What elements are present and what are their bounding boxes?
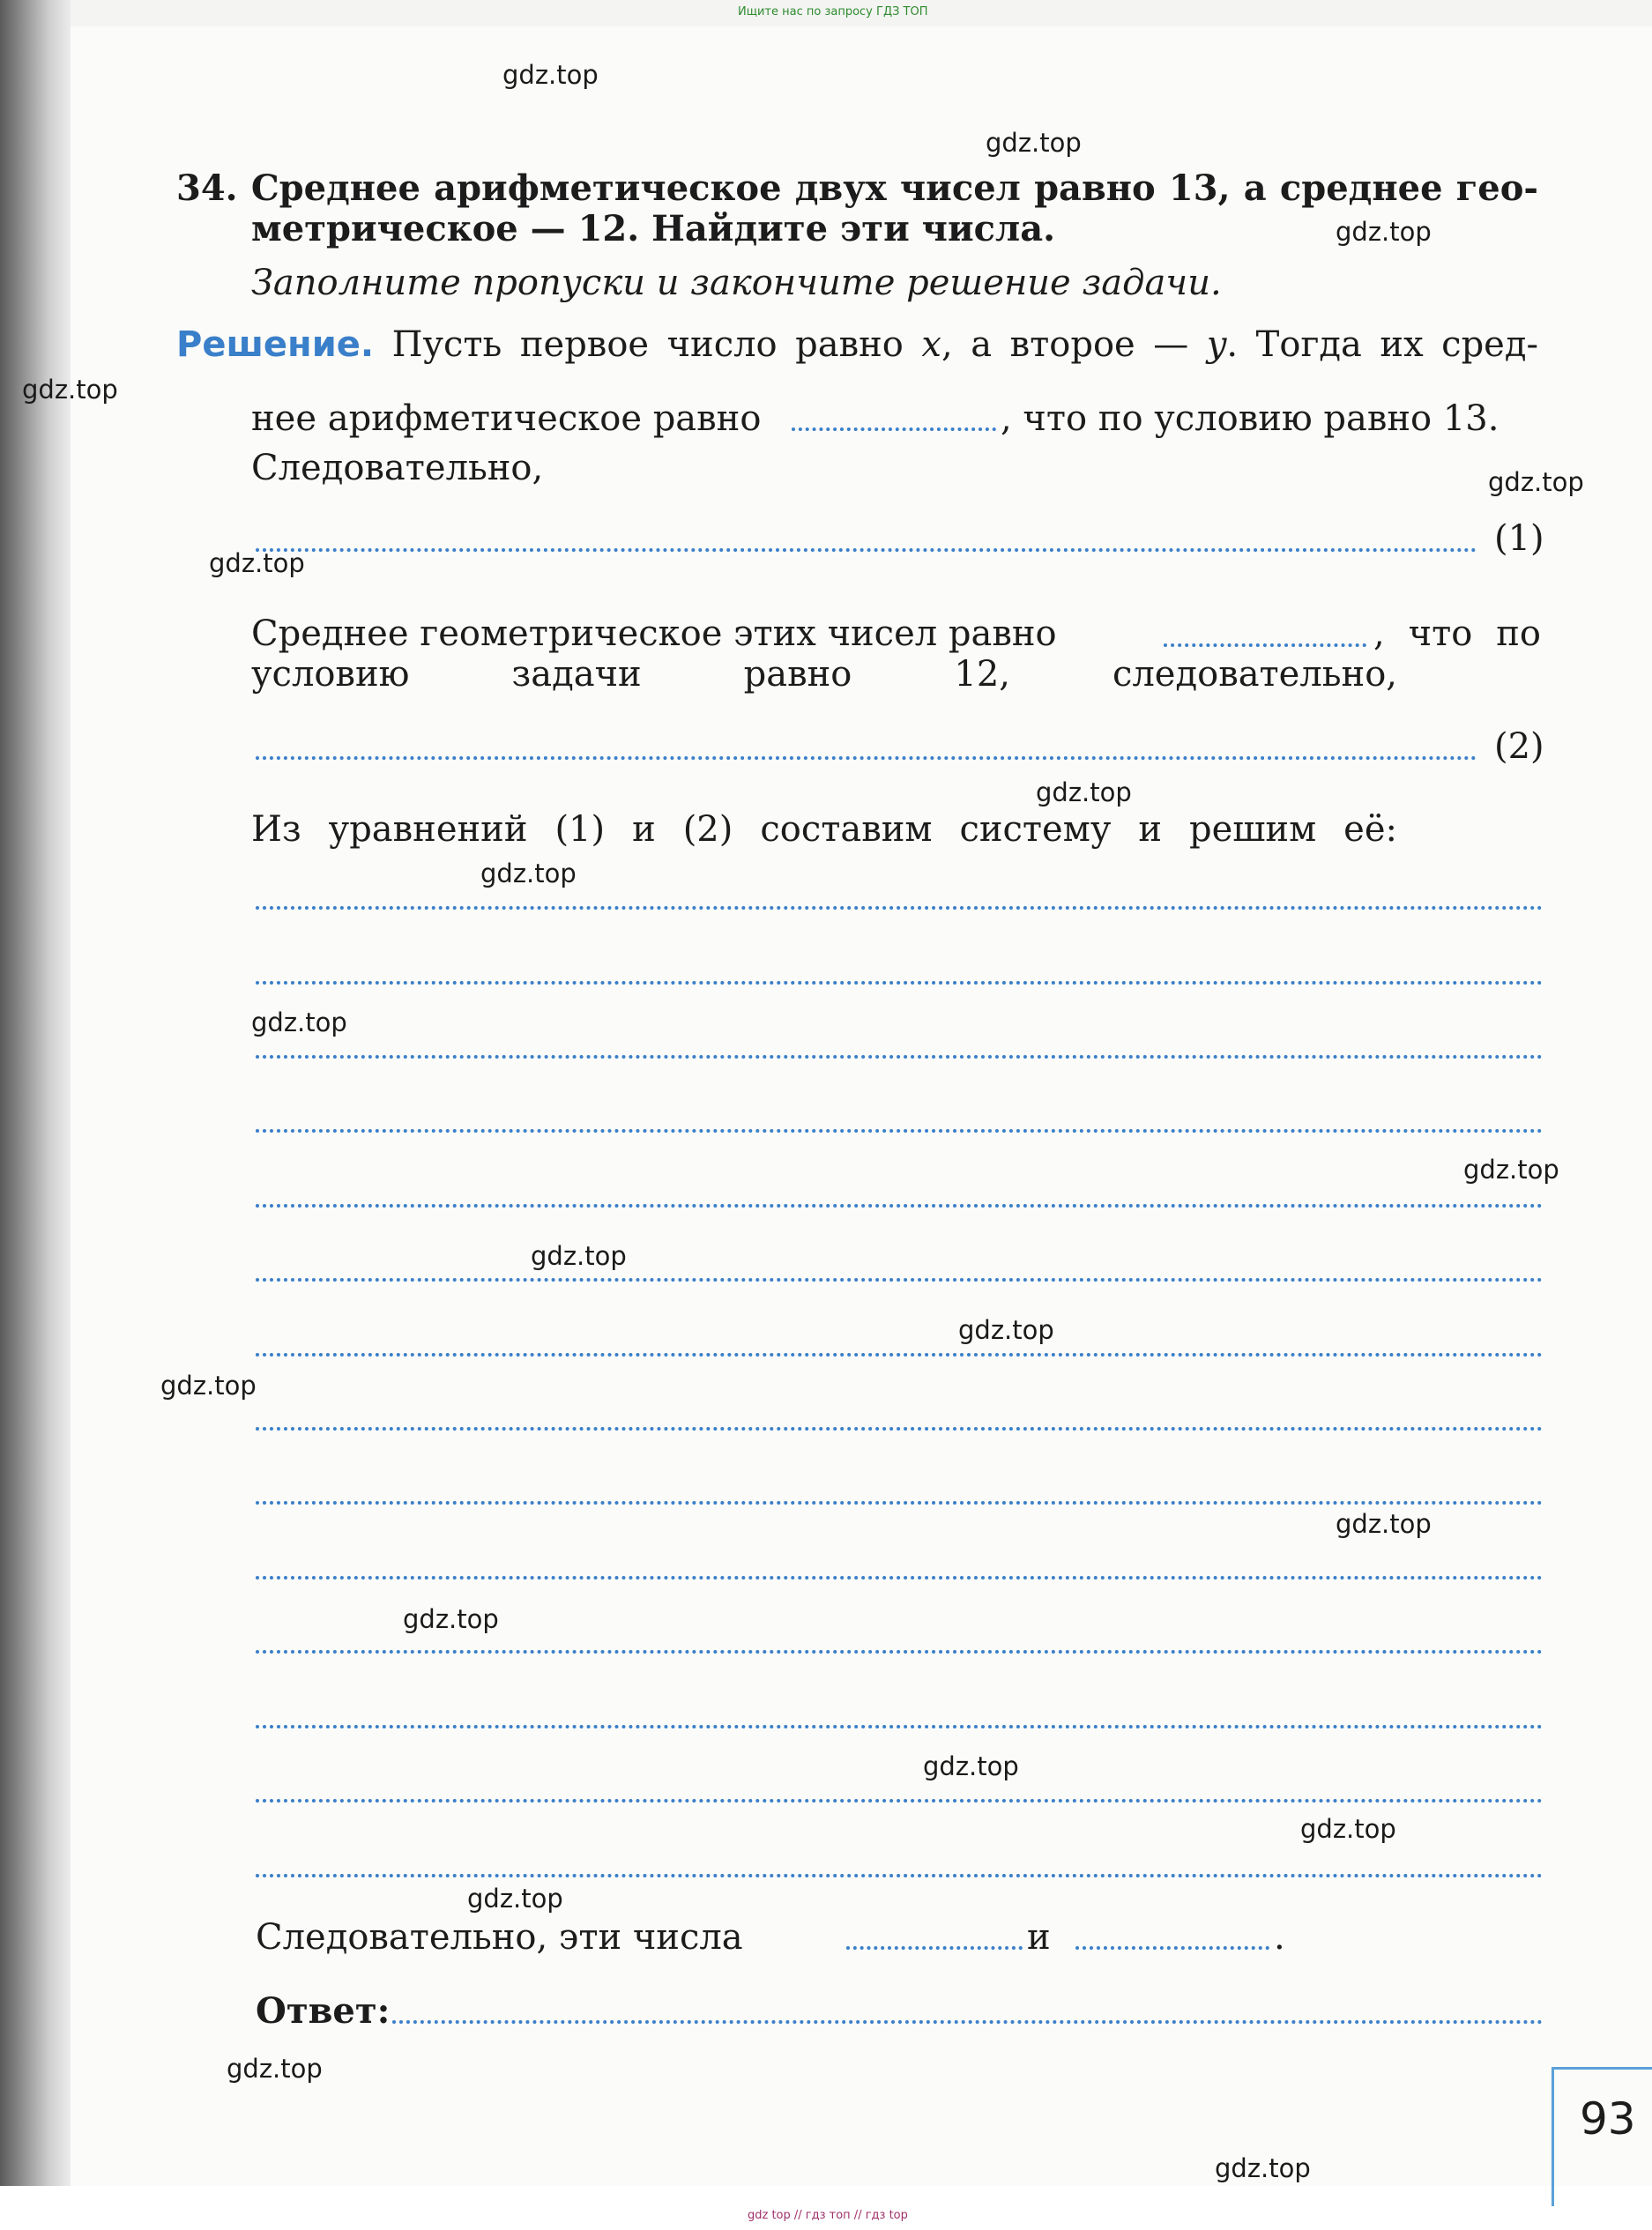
- conclusion-and: и: [1027, 1917, 1051, 1958]
- geo-line-2: [251, 654, 1397, 695]
- equation-1-number: (1): [1494, 518, 1544, 559]
- blank-equation-2[interactable]: [256, 756, 1477, 760]
- watermark: gdz.top: [986, 128, 1082, 158]
- watermark: gdz.top: [1336, 217, 1432, 247]
- work-line-3[interactable]: [256, 1055, 1543, 1059]
- variable-x: x: [921, 324, 941, 365]
- solution-line-1: [176, 324, 1538, 365]
- geo-line-1-end: [1373, 613, 1541, 654]
- geo-line-1-start: Среднее геометрическое этих чисел равно: [251, 613, 1057, 654]
- watermark: gdz.top: [502, 60, 599, 90]
- watermark: gdz.top: [22, 375, 118, 405]
- work-line-13[interactable]: [256, 1799, 1543, 1803]
- solution-line-2-start: нее арифметическое равно: [251, 398, 762, 439]
- blank-first-number[interactable]: [846, 1946, 1023, 1950]
- watermark: gdz.top: [251, 1007, 347, 1037]
- watermark: gdz.top: [403, 1604, 499, 1634]
- header-note: Ищите нас по запросу ГДЗ ТОП: [738, 5, 928, 19]
- system-line-text: Из уравнений (1) и (2) составим систему и решим её:: [251, 809, 1397, 850]
- watermark: gdz.top: [531, 1241, 627, 1271]
- solution-text-1: Пусть первое число равно: [391, 324, 904, 365]
- work-line-11[interactable]: [256, 1650, 1543, 1654]
- bottom-margin: [0, 2186, 1652, 2230]
- blank-second-number[interactable]: [1075, 1946, 1269, 1950]
- watermark: gdz.top: [1036, 777, 1132, 807]
- work-line-1[interactable]: [256, 906, 1543, 910]
- solution-text-1-mid: , а второе —: [941, 324, 1189, 365]
- page-number: 93: [1580, 2093, 1636, 2145]
- blank-geometric-mean[interactable]: [1164, 643, 1366, 647]
- equation-2-number: (2): [1494, 726, 1544, 767]
- watermark: gdz.top: [923, 1751, 1019, 1781]
- work-line-14[interactable]: [256, 1874, 1543, 1877]
- watermark: gdz.top: [227, 2054, 323, 2084]
- work-line-12[interactable]: [256, 1725, 1543, 1728]
- answer-blank[interactable]: [392, 2020, 1543, 2024]
- watermark: gdz.top: [1463, 1155, 1559, 1185]
- conclusion-end: .: [1274, 1917, 1285, 1958]
- blank-equation-1[interactable]: [256, 548, 1477, 552]
- geo-line-2-text: условию задачи равно 12, следовательно,: [251, 654, 1397, 695]
- problem-text-2: метрическое — 12. Найдите эти числа.: [251, 208, 1056, 249]
- watermark: gdz.top: [480, 859, 577, 888]
- work-line-2[interactable]: [256, 981, 1543, 985]
- problem-text-1: Среднее арифметическое двух чисел равно 13, а среднее гео-: [250, 167, 1538, 209]
- footer-note: gdz top // гдз топ // гдз top: [748, 2209, 908, 2222]
- geo-line-1-end-text: , что по: [1373, 613, 1541, 654]
- work-line-6[interactable]: [256, 1278, 1543, 1282]
- solution-line-3: Следовательно,: [251, 448, 544, 488]
- problem-instruction: Заполните пропуски и закончите решение задачи.: [251, 263, 1222, 303]
- watermark: gdz.top: [1300, 1814, 1396, 1844]
- watermark: gdz.top: [160, 1371, 257, 1401]
- watermark: gdz.top: [1488, 467, 1584, 497]
- book-spine-shadow: [0, 0, 71, 2186]
- solution-line-2-end: , что по условию равно 13.: [1001, 398, 1499, 439]
- work-line-10[interactable]: [256, 1576, 1543, 1580]
- watermark: gdz.top: [1336, 1509, 1432, 1539]
- work-line-9[interactable]: [256, 1501, 1543, 1505]
- answer-label: Ответ:: [256, 1990, 391, 2032]
- watermark: gdz.top: [467, 1884, 563, 1914]
- work-line-8[interactable]: [256, 1427, 1543, 1431]
- watermark: gdz.top: [958, 1315, 1054, 1345]
- watermark: gdz.top: [1215, 2153, 1311, 2183]
- system-line: [251, 809, 1397, 850]
- solution-text-1-end: . Тогда их сред-: [1226, 324, 1539, 365]
- work-line-5[interactable]: [256, 1204, 1543, 1208]
- blank-arithmetic-mean[interactable]: [792, 427, 996, 431]
- conclusion-start: Следовательно, эти числа: [256, 1917, 743, 1958]
- solution-label: Решение.: [176, 324, 375, 365]
- problem-number: 34.: [176, 167, 238, 209]
- problem-line-1: [176, 167, 1538, 209]
- work-line-4[interactable]: [256, 1129, 1543, 1133]
- watermark: gdz.top: [209, 548, 305, 578]
- variable-y: y: [1206, 324, 1227, 365]
- work-line-7[interactable]: [256, 1353, 1543, 1357]
